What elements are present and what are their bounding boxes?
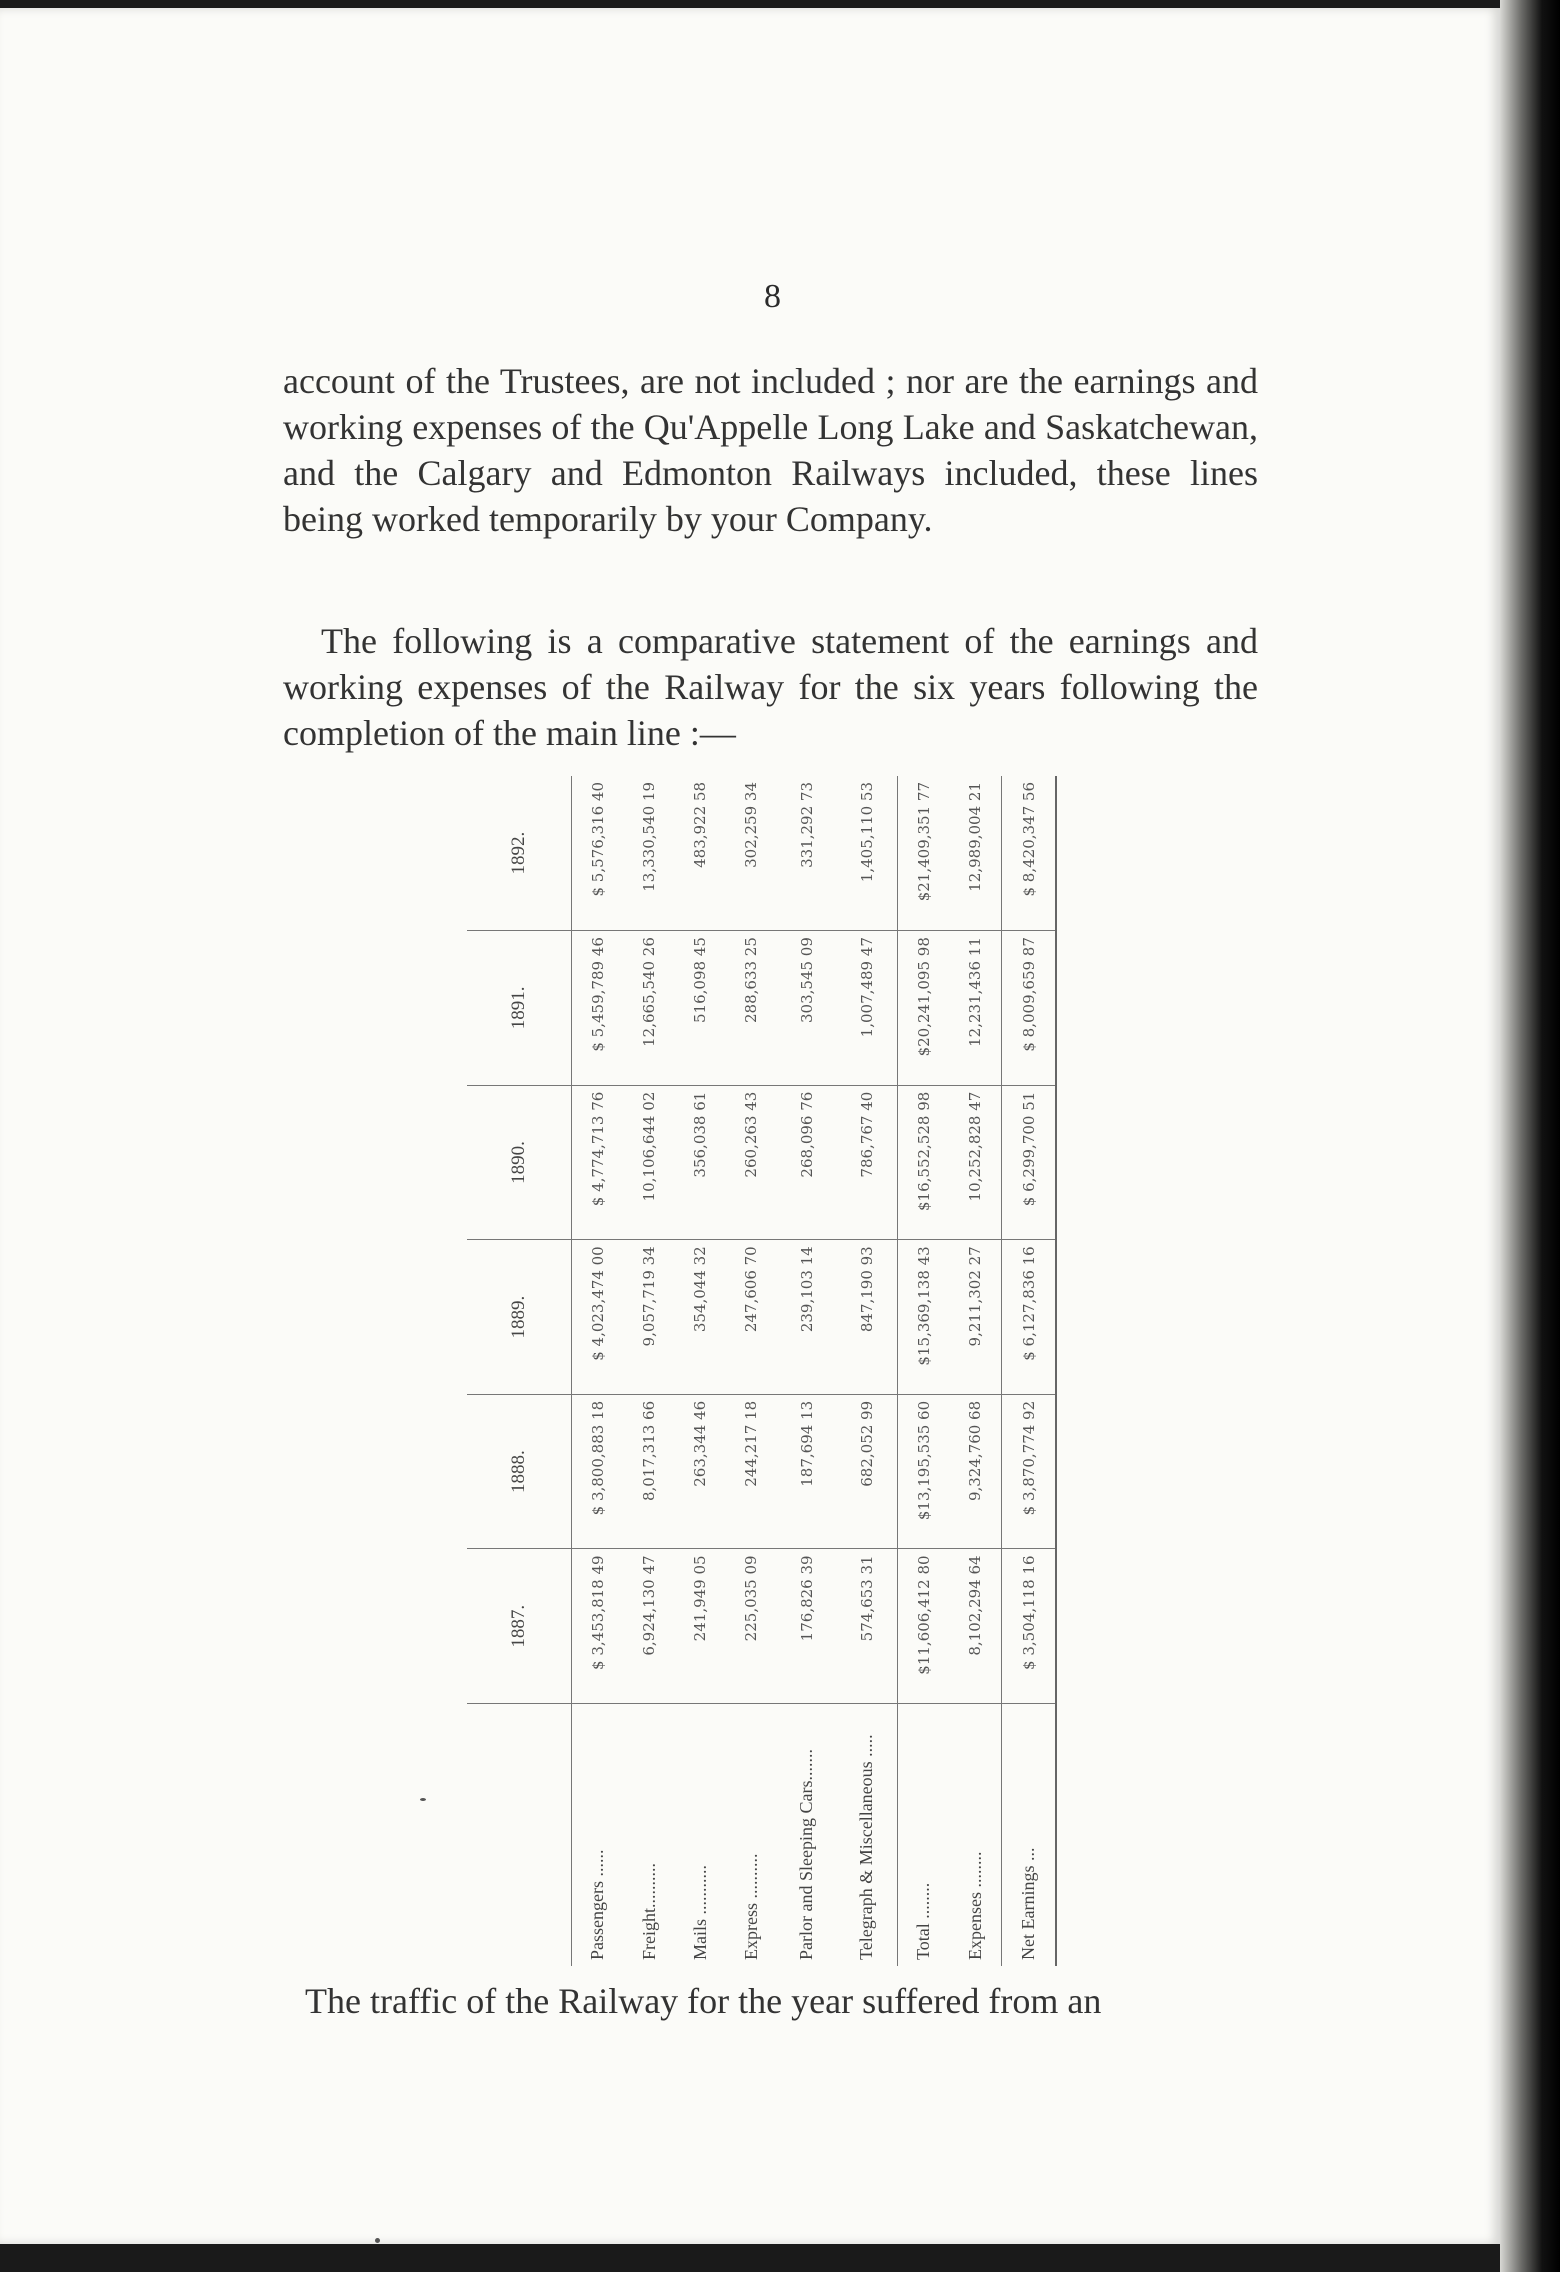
table-cell: 10,252,828 47 (950, 1085, 1002, 1240)
row-label: Expenses ........ (950, 1704, 1002, 1967)
table-cell: $ 5,576,316 40 (572, 776, 624, 931)
book-page (0, 8, 1500, 2244)
table-cell: 8,102,294 64 (950, 1549, 1002, 1704)
book-edge (1500, 0, 1560, 2272)
paragraph-traffic: The traffic of the Railway for the year suffered from an (305, 1981, 1102, 2021)
table-cell: $ 8,009,659 87 (1002, 931, 1056, 1086)
year-header: 1891. (467, 931, 572, 1086)
row-label: Net Earnings ... (1002, 1704, 1056, 1967)
table-cell: 331,292 73 (777, 776, 837, 931)
row-label: Total ........ (897, 1704, 949, 1967)
table-cell: $11,606,412 80 (897, 1549, 949, 1704)
table-cell: 9,057,719 34 (624, 1240, 675, 1395)
year-header: 1887. (467, 1549, 572, 1704)
table-body (572, 776, 1057, 1966)
row-label: Mails ........... (675, 1704, 726, 1967)
table-cell: $ 8,420,347 56 (1002, 776, 1056, 931)
row-label: Passengers ...... (572, 1704, 624, 1967)
table-cell: 225,035 09 (726, 1549, 777, 1704)
table-cell: 303,545 09 (777, 931, 837, 1086)
page-number: 8 (764, 278, 781, 315)
table-row (837, 776, 898, 1966)
table-cell: $ 6,299,700 51 (1002, 1085, 1056, 1240)
year-header: 1889. (467, 1240, 572, 1395)
table-cell: 244,217 18 (726, 1394, 777, 1549)
table-cell: 12,231,436 11 (950, 931, 1002, 1086)
table-cell: 9,211,302 27 (950, 1240, 1002, 1395)
table-row (675, 776, 726, 1966)
year-header: 1888. (467, 1394, 572, 1549)
year-header: 1890. (467, 1085, 572, 1240)
paragraph-trustees: account of the Trustees, are not included ; nor are the earnings and working expenses of the Qu'Appelle Long Lake and Saskatchewan, and the Calgary and Edmonton Railways included, these lines being worked temporarily by your Company. (283, 361, 1258, 539)
table-cell: $ 3,800,883 18 (572, 1394, 624, 1549)
table-cell: $20,241,095 98 (897, 931, 949, 1086)
table-cell: 516,098 45 (675, 931, 726, 1086)
table-cell: 247,606 70 (726, 1240, 777, 1395)
table-cell: $ 3,870,774 92 (1002, 1394, 1056, 1549)
table-cell: 354,044 32 (675, 1240, 726, 1395)
table-cell: 682,052 99 (837, 1394, 898, 1549)
table-cell: 263,344 46 (675, 1394, 726, 1549)
table-cell: $ 4,774,713 76 (572, 1085, 624, 1240)
row-label: Express .......... (726, 1704, 777, 1967)
table-row (777, 776, 837, 1966)
table-cell: $ 3,504,118 16 (1002, 1549, 1056, 1704)
table-cell: $ 5,459,789 46 (572, 931, 624, 1086)
table-cell: 786,767 40 (837, 1085, 898, 1240)
row-label: Telegraph & Miscellaneous ..... (837, 1704, 898, 1967)
table-row (726, 776, 777, 1966)
table-row (572, 776, 624, 1966)
table-cell: 12,989,004 21 (950, 776, 1002, 931)
table-cell: $15,369,138 43 (897, 1240, 949, 1395)
table-cell: 12,665,540 26 (624, 931, 675, 1086)
table-cell: 1,405,110 53 (837, 776, 898, 931)
table-cell: $ 4,023,474 00 (572, 1240, 624, 1395)
table-cell: 9,324,760 68 (950, 1394, 1002, 1549)
table-cell: 260,263 43 (726, 1085, 777, 1240)
table-cell: 574,653 31 (837, 1549, 898, 1704)
table-cell: $13,195,535 60 (897, 1394, 949, 1549)
table-header-row (467, 776, 572, 1966)
table-cell: 8,017,313 66 (624, 1394, 675, 1549)
table-cell: 356,038 61 (675, 1085, 726, 1240)
table-cell: 10,106,644 02 (624, 1085, 675, 1240)
row-label: Parlor and Sleeping Cars....... (777, 1704, 837, 1967)
table-cell: 483,922 58 (675, 776, 726, 931)
table-cell: 241,949 05 (675, 1549, 726, 1704)
table-row (950, 776, 1002, 1966)
table-cell: 302,259 34 (726, 776, 777, 931)
earnings-table (467, 776, 1057, 1966)
table-cell: 268,096 76 (777, 1085, 837, 1240)
table-corner-cell (467, 1704, 572, 1967)
table-row (1002, 776, 1056, 1966)
table-cell: 176,826 39 (777, 1549, 837, 1704)
row-label: Freight.......... (624, 1704, 675, 1967)
table-cell: $ 3,453,818 49 (572, 1549, 624, 1704)
table-cell: 288,633 25 (726, 931, 777, 1086)
table-cell: 847,190 93 (837, 1240, 898, 1395)
table-cell: 6,924,130 47 (624, 1549, 675, 1704)
year-header: 1892. (467, 776, 572, 931)
table-row (897, 776, 949, 1966)
table-cell: 239,103 14 (777, 1240, 837, 1395)
table-cell: 187,694 13 (777, 1394, 837, 1549)
paragraph-comparative-statement: The following is a comparative statement of the earnings and working expenses of the Railway for the six years following the completion of the main line :— (283, 621, 1258, 753)
table-row (624, 776, 675, 1966)
table-cell: $ 6,127,836 16 (1002, 1240, 1056, 1395)
table-cell: 1,007,489 47 (837, 931, 898, 1086)
table-cell: $21,409,351 77 (897, 776, 949, 931)
table-cell: $16,552,528 98 (897, 1085, 949, 1240)
table-cell: 13,330,540 19 (624, 776, 675, 931)
earnings-table-wrapper (467, 776, 1057, 1966)
earnings-table-rotated (467, 776, 1057, 1966)
